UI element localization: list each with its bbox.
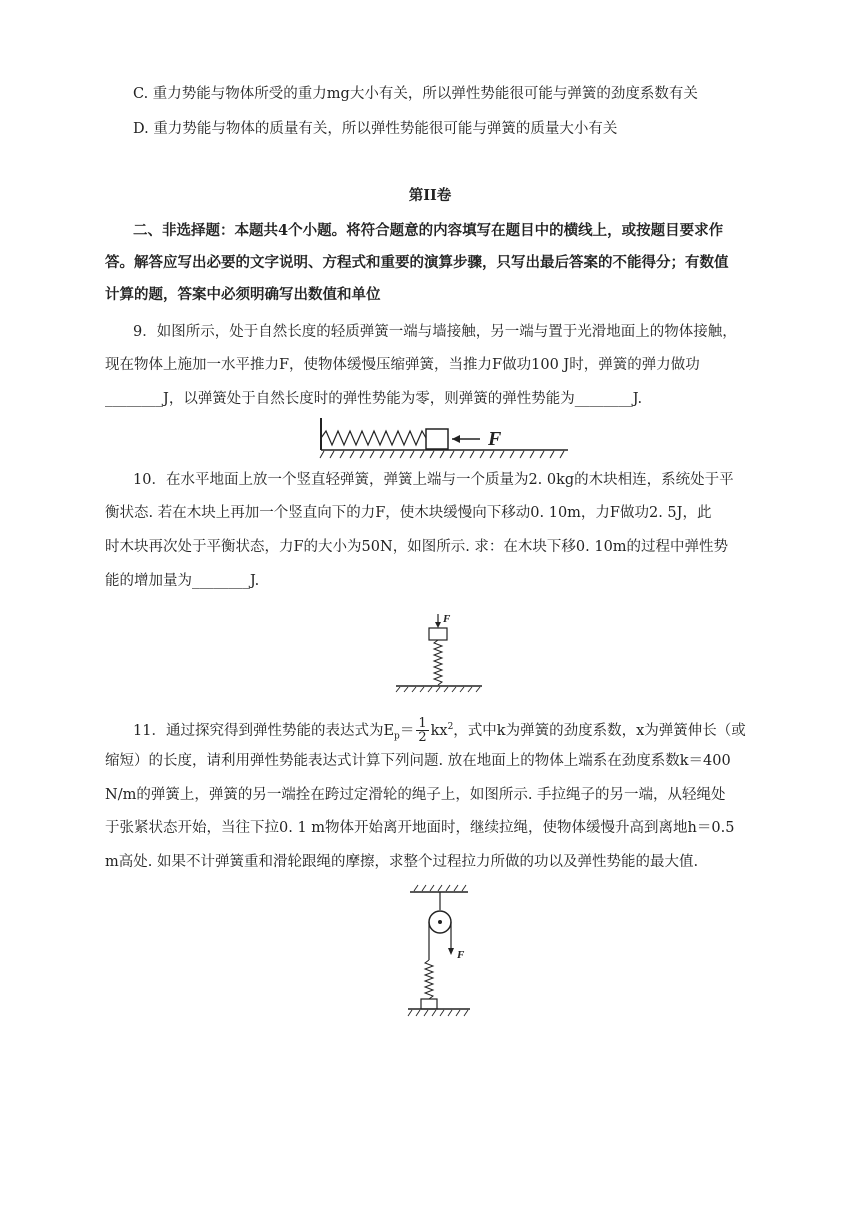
q10-block	[429, 628, 447, 640]
q11-line-5: m高处. 如果不计弹簧重和滑轮跟绳的摩擦，求整个过程拉力所做的功以及弹性势能的最大值.	[105, 854, 699, 870]
q9-line-1: 9．如图所示，处于自然长度的轻质弹簧一端与墙接触，另一端与置于光滑地面上的物体接触，	[133, 324, 737, 340]
q11-line-1-prefix: 11．通过探究得到弹性势能的表达式为E	[133, 722, 395, 739]
q11-line-4: 于张紧状态开始，当往下拉0. 1 m物体开始离开地面时，继续拉绳，使物体缓慢升高到离地h＝0.5	[105, 820, 735, 836]
section-instruction-line-3: 计算的题，答案中必须明确写出数值和单位	[105, 286, 381, 303]
q11-frac-denominator: 2	[418, 730, 427, 746]
q9-force-arrow	[452, 435, 460, 443]
q11-frac-numerator: 1	[418, 716, 427, 732]
q11-force-label: F	[457, 949, 465, 961]
q11-kx: kx	[430, 722, 448, 739]
q11-pulley-figure	[400, 880, 480, 1020]
q11-block	[421, 999, 437, 1009]
option-d: D. 重力势能与物体的质量有关，所以弹性势能很可能与弹簧的质量大小有关	[133, 121, 618, 137]
q11-line-1-suffix: ，式中k为弹簧的劲度系数，x为弹簧伸长（或	[453, 722, 746, 739]
q11-ep-subscript: p	[394, 731, 400, 742]
q9-spring-figure	[318, 418, 578, 460]
q11-fraction	[416, 717, 428, 744]
q11-line-2: 缩短）的长度，请利用弹性势能表达式计算下列问题. 放在地面上的物体上端系在劲度系数k＝400	[105, 753, 731, 769]
q10-line-4: 能的增加量为________J.	[105, 573, 260, 589]
q9-spring	[321, 431, 426, 445]
q10-line-3: 时木块再次处于平衡状态，力F的大小为50N，如图所示. 求：在木块下移0. 10m的过程中弹性势	[105, 539, 729, 555]
q11-kx-superscript: 2	[447, 722, 454, 732]
q9-block	[426, 429, 448, 449]
q11-line-3: N/m的弹簧上，弹簧的另一端拴在跨过定滑轮的绳子上，如图所示. 手拉绳子的另一端，从轻绳处	[105, 787, 726, 803]
q10-spring-figure	[390, 612, 490, 692]
section-instruction-line-1: 二、非选择题：本题共4个小题。将符合题意的内容填写在题目中的横线上，或按题目要求作	[133, 222, 724, 239]
section-title: 第II卷	[408, 187, 452, 204]
q11-spring	[425, 960, 433, 999]
q11-equals: ＝	[399, 722, 415, 739]
q10-force-arrow	[435, 622, 441, 628]
q9-force-label: F	[488, 428, 502, 450]
q9-line-2: 现在物体上施加一水平推力F，使物体缓慢压缩弹簧，当推力F做功100 J时，弹簧的弹力做功	[105, 357, 700, 373]
q11-force-arrow	[448, 948, 454, 955]
option-c: C. 重力势能与物体所受的重力mg大小有关，所以弹性势能很可能与弹簧的劲度系数有关	[133, 86, 698, 102]
q10-line-2: 衡状态. 若在木块上再加一个竖直向下的力F，使木块缓慢向下移动0. 10m，力F做功2. 5J，此	[105, 505, 712, 521]
q10-force-label: F	[443, 613, 451, 625]
q10-spring	[434, 640, 442, 685]
q10-line-1: 10．在水平地面上放一个竖直轻弹簧，弹簧上端与一个质量为2. 0kg的木块相连，系统处于平	[133, 472, 734, 488]
q9-line-3: ________J，以弹簧处于自然长度时的弹性势能为零，则弹簧的弹性势能为________J.	[105, 391, 643, 407]
section-instruction-line-2: 答。解答应写出必要的文字说明、方程式和重要的演算步骤，只写出最后答案的不能得分；有数值	[105, 254, 729, 271]
q11-line-1	[133, 717, 746, 747]
